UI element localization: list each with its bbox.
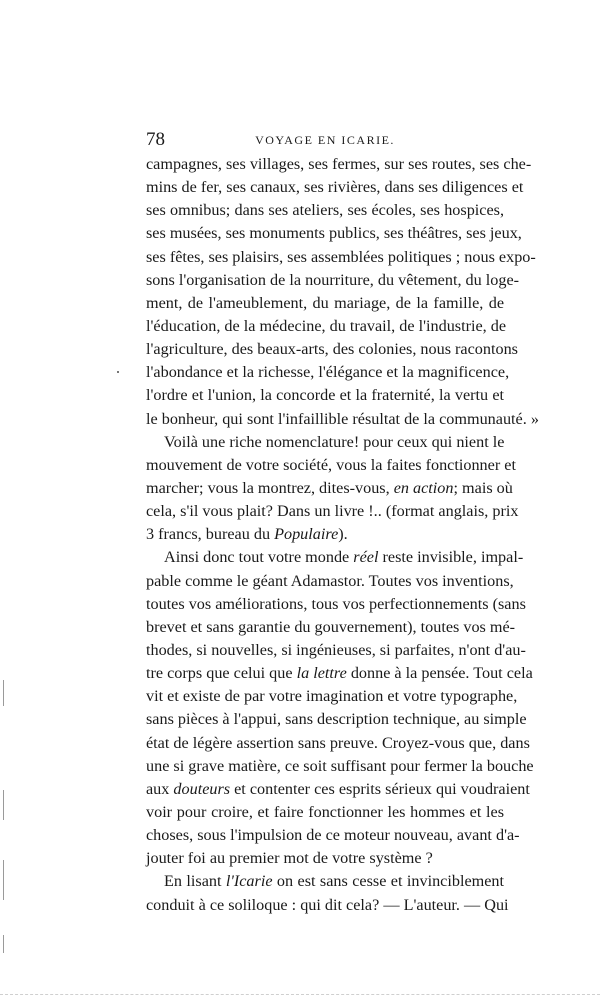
text-line <box>146 570 514 593</box>
text-segment: 3 francs, bureau du <box>146 525 275 544</box>
page-bottom-edge <box>0 994 600 996</box>
text-segment: ; mais où <box>453 478 513 497</box>
text-segment: état de légère assertion sans preuve. Croyez-vous que, dans <box>146 733 530 752</box>
text-segment: marcher; vous la montrez, dites-vous, <box>146 478 394 497</box>
page-number: 78 <box>146 129 165 150</box>
scan-mark <box>3 680 4 706</box>
text-line <box>146 616 516 639</box>
text-segment: Ainsi donc tout votre monde <box>164 548 354 567</box>
text-segment: on est sans cesse et invinciblement <box>272 872 504 891</box>
text-line <box>146 685 518 708</box>
text-segment: cela, s'il vous plait? Dans un livre !.. (format anglais, prix <box>146 502 519 521</box>
text-line <box>146 338 518 361</box>
text-line <box>146 847 504 870</box>
body-text <box>146 153 539 917</box>
text-line <box>146 246 536 269</box>
text-line <box>146 824 520 847</box>
text-segment: tre corps que celui que <box>146 664 297 683</box>
text-segment: mouvement de votre société, vous la faites fonctionner et <box>146 455 516 474</box>
running-head <box>146 128 504 152</box>
text-line <box>146 801 504 824</box>
text-line <box>146 708 527 731</box>
text-segment: jouter foi au premier mot de votre système ? <box>146 849 433 868</box>
text-segment: donne à la pensée. Tout cela <box>346 664 533 683</box>
text-segment: ses musées, ses monuments publics, ses théâtres, ses jeux, <box>146 224 522 243</box>
text-segment: toutes vos améliorations, tous vos perfectionnements (sans <box>146 594 526 613</box>
text-segment: campagnes, ses villages, ses fermes, sur ses routes, ses che- <box>146 155 532 173</box>
italic-segment: Populaire <box>274 525 339 544</box>
text-segment: vit et existe de par votre imagination et votre typographe, <box>146 687 518 706</box>
italic-segment: douteurs <box>173 779 231 798</box>
text-line <box>146 500 519 523</box>
italic-segment: l'Icarie <box>225 872 273 891</box>
text-line <box>146 870 504 893</box>
text-segment: thodes, si nouvelles, si ingénieuses, si parfaites, n'ont d'au- <box>146 640 526 659</box>
italic-segment: réel <box>353 548 379 567</box>
text-line <box>146 755 534 778</box>
text-segment: choses, sous l'impulsion de ce moteur nouveau, avant d'a- <box>146 826 520 845</box>
text-line <box>146 199 504 222</box>
text-line <box>146 176 524 199</box>
text-line <box>146 732 530 755</box>
text-segment: sans pièces à l'appui, sans description technique, au simple <box>146 710 527 729</box>
text-segment: mins de fer, ses canaux, ses rivières, dans ses diligences et <box>146 178 524 197</box>
text-line <box>146 361 510 384</box>
text-segment: ment, de l'ameublement, du mariage, de la famille, de <box>146 293 504 312</box>
running-title: VOYAGE EN ICARIE. <box>255 133 395 147</box>
text-segment: l'ordre et l'union, la concorde et la fraternité, la vertu et <box>146 386 504 405</box>
text-line <box>146 153 532 176</box>
text-line <box>146 523 504 546</box>
text-segment: En lisant <box>164 872 226 891</box>
text-line <box>146 639 526 662</box>
text-segment: reste invisible, impal- <box>378 548 524 567</box>
text-line <box>146 778 530 801</box>
text-segment: sons l'organisation de la nourriture, du vêtement, du loge- <box>146 270 520 289</box>
text-segment: pable comme le géant Adamastor. Toutes vos inventions, <box>146 571 514 590</box>
text-line <box>146 384 504 407</box>
text-line <box>146 408 539 431</box>
text-segment: ses omnibus; dans ses ateliers, ses écoles, ses hospices, <box>146 201 504 220</box>
text-segment: l'abondance et la richesse, l'élégance et la magnificence, <box>146 363 510 382</box>
scan-mark <box>3 860 4 900</box>
text-segment: et contenter ces esprits sérieux qui voudraient <box>230 779 530 798</box>
text-line <box>146 315 507 338</box>
text-segment: le bonheur, qui sont l'infaillible résultat de la communauté. » <box>146 409 539 428</box>
text-segment: Voilà une riche nomenclature! pour ceux qui nient le <box>164 432 505 451</box>
text-segment: conduit à ce soliloque : qui dit cela? — L'auteur. — Qui <box>146 895 509 914</box>
text-line <box>146 431 504 454</box>
scan-dot <box>117 371 119 373</box>
text-segment: une si grave matière, ce soit suffisant pour fermer la bouche <box>146 756 534 775</box>
text-line <box>146 593 526 616</box>
text-segment: l'éducation, de la médecine, du travail, de l'industrie, de <box>146 316 507 335</box>
text-line <box>146 662 533 685</box>
text-segment: ). <box>338 525 348 544</box>
text-line <box>146 546 524 569</box>
italic-segment: en action <box>393 478 454 497</box>
scan-mark <box>3 790 4 820</box>
text-segment: voir pour croire, et faire fonctionner les hommes et les <box>146 802 504 821</box>
italic-segment: la lettre <box>296 664 347 683</box>
text-segment: l'agriculture, des beaux-arts, des colonies, nous racontons <box>146 340 518 359</box>
text-line <box>146 477 513 500</box>
text-line <box>146 269 520 292</box>
text-segment: aux <box>146 779 174 798</box>
text-segment: ses fêtes, ses plaisirs, ses assemblées politiques ; nous expo- <box>146 247 536 266</box>
text-segment: brevet et sans garantie du gouvernement), toutes vos mé- <box>146 617 516 636</box>
text-line <box>146 894 509 917</box>
scan-mark <box>3 935 4 953</box>
text-line <box>146 454 516 477</box>
text-line <box>146 292 504 315</box>
text-line <box>146 222 522 245</box>
